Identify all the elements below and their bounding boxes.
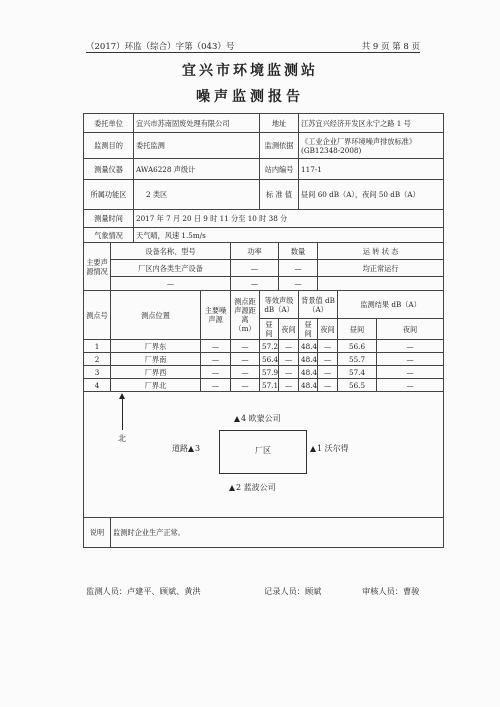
point-4-label: 4 欧蒙公司 — [234, 414, 281, 424]
point-pos: 厂界西 — [111, 366, 201, 379]
points-header — [84, 291, 444, 319]
standard-label: 标 准 值 — [260, 180, 299, 210]
address-value: 江苏宜兴经济开发区永宁之路 1 号 — [299, 114, 444, 133]
factory-label: 厂区 — [255, 446, 271, 455]
unit-value: 宜兴市苏南固废处理有限公司 — [134, 114, 260, 133]
row-purpose — [84, 133, 444, 159]
instrument-label: 测量仪器 — [84, 159, 134, 180]
basis-value: 《工业企业厂界环境噪声排放标准》(GB12348-2008) — [299, 133, 444, 159]
result-night: — — [377, 340, 444, 353]
station-no-label: 站内编号 — [260, 159, 299, 180]
day-label: 昼间 — [299, 319, 318, 340]
bg-night: — — [318, 379, 338, 392]
row-time — [84, 210, 444, 228]
sources-row — [84, 260, 444, 277]
source-status — [318, 277, 444, 291]
night-label: 夜间 — [318, 319, 338, 340]
row-instrument — [84, 159, 444, 180]
sources-col-name: 设备名称、型号 — [111, 243, 231, 260]
note-value: 监测时企业生产正常。 — [111, 518, 444, 548]
leq-night: — — [279, 379, 299, 392]
north-arrow-line — [122, 396, 123, 430]
result-day: 55.7 — [338, 353, 377, 366]
point-main: — — [201, 366, 231, 379]
page-info: 共 9 页 第 8 页 — [361, 42, 420, 52]
header-rule — [86, 52, 420, 53]
point-no: 3 — [84, 366, 111, 379]
document-number: （2017）环监（综合）字第（043）号 — [86, 42, 235, 52]
source-name: 厂区内各类生产设备 — [111, 260, 231, 277]
point-main: — — [201, 340, 231, 353]
bg-night: — — [318, 366, 338, 379]
result-night: — — [377, 379, 444, 392]
basis-label: 监测依据 — [260, 133, 299, 159]
instrument-value: AWA6228 声级计 — [134, 159, 260, 180]
point-dist: — — [231, 340, 260, 353]
points-col-no: 测点号 — [84, 291, 111, 340]
monitor-staff: 监测人员：卢建平、顾斌、黄洪 — [86, 586, 201, 596]
points-col-bg: 背景值 dB（A） — [299, 291, 338, 319]
bg-day: 48.4 — [299, 379, 318, 392]
source-count: — — [279, 260, 318, 277]
night-label: 夜间 — [279, 319, 299, 340]
row-zone — [84, 180, 444, 210]
note-row — [84, 518, 444, 548]
sources-col-count: 数量 — [279, 243, 318, 260]
purpose-label: 监测目的 — [84, 133, 134, 159]
unit-label: 委托单位 — [84, 114, 134, 133]
sources-header — [84, 243, 444, 260]
result-night: — — [377, 366, 444, 379]
table-row — [84, 353, 444, 366]
point-2-label: 2 蓝波公司 — [229, 483, 276, 493]
factory-area-box — [219, 430, 307, 474]
triangle-marker-icon — [188, 446, 194, 452]
point-no: 4 — [84, 379, 111, 392]
diagram-cell — [84, 392, 444, 518]
sources-col-power: 功率 — [231, 243, 279, 260]
north-label: 北 — [118, 434, 126, 443]
source-count: — — [279, 277, 318, 291]
reviewer-staff: 审核人员：曹骏 — [362, 586, 420, 596]
leq-night: — — [279, 340, 299, 353]
points-col-pos: 测点位置 — [111, 291, 201, 340]
station-no-value: 117-1 — [299, 159, 444, 180]
sources-row — [84, 277, 444, 291]
row-weather — [84, 228, 444, 243]
time-value: 2017 年 7 月 20 日 9 时 11 分至 10 时 38 分 — [134, 210, 444, 228]
address-label: 地址 — [260, 114, 299, 133]
source-power: — — [231, 277, 279, 291]
day-label: 昼间 — [338, 319, 377, 340]
bg-day: 48.4 — [299, 366, 318, 379]
table-row — [84, 379, 444, 392]
site-diagram — [84, 392, 443, 517]
point-pos: 厂界东 — [111, 340, 201, 353]
diagram-row — [84, 392, 444, 518]
leq-day: 57.1 — [260, 379, 279, 392]
point-dist: — — [231, 379, 260, 392]
leq-day: 56.4 — [260, 353, 279, 366]
point-main: — — [201, 353, 231, 366]
note-label: 说明 — [84, 518, 111, 548]
leq-day: 57.9 — [260, 366, 279, 379]
leq-night: — — [279, 353, 299, 366]
points-col-dist: 测点距声源距离（m） — [231, 291, 260, 340]
points-col-leq: 等效声级 dB（A） — [260, 291, 299, 319]
row-unit — [84, 114, 444, 133]
point-pos: 厂界南 — [111, 353, 201, 366]
point-no: 2 — [84, 353, 111, 366]
triangle-marker-icon — [234, 416, 240, 422]
result-day: 56.6 — [338, 340, 377, 353]
report-title: 噪声监测报告 — [196, 89, 304, 105]
report-table — [83, 113, 444, 548]
purpose-value: 委托监测 — [134, 133, 260, 159]
result-day: 56.5 — [338, 379, 377, 392]
bg-day: 48.4 — [299, 340, 318, 353]
triangle-marker-icon — [310, 446, 316, 452]
table-row — [84, 366, 444, 379]
leq-day: 57.2 — [260, 340, 279, 353]
night-label: 夜间 — [377, 319, 444, 340]
standard-value: 昼间 60 dB（A），夜间 50 dB（A） — [299, 180, 444, 210]
weather-value: 天气晴，风速 1.5m/s — [134, 228, 444, 243]
time-label: 测量时间 — [84, 210, 134, 228]
source-status: 均正常运行 — [318, 260, 444, 277]
point-no: 1 — [84, 340, 111, 353]
bg-night: — — [318, 340, 338, 353]
point-1-label: 1 沃尔得 — [310, 444, 349, 454]
table-row — [84, 340, 444, 353]
bg-day: 48.4 — [299, 353, 318, 366]
points-col-result: 监测结果 dB（A） — [338, 291, 444, 319]
source-name: — — [111, 277, 231, 291]
triangle-marker-icon — [229, 485, 235, 491]
point-pos: 厂界北 — [111, 379, 201, 392]
sources-col-status: 运 转 状 态 — [318, 243, 444, 260]
point-dist: — — [231, 353, 260, 366]
sources-label: 主要声源情况 — [84, 243, 111, 291]
result-night: — — [377, 353, 444, 366]
points-col-main: 主要噪声源 — [201, 291, 231, 340]
zone-value: 2 类区 — [134, 180, 260, 210]
point-3-label: 道路 3 — [172, 444, 201, 453]
recorder-staff: 记录人员：顾斌 — [264, 586, 322, 596]
source-power: — — [231, 260, 279, 277]
zone-label: 所属功能区 — [84, 180, 134, 210]
leq-night: — — [279, 366, 299, 379]
station-title: 宜兴市环境监测站 — [182, 63, 318, 79]
result-day: 57.4 — [338, 366, 377, 379]
day-label: 昼间 — [260, 319, 279, 340]
weather-label: 气象情况 — [84, 228, 134, 243]
point-dist: — — [231, 366, 260, 379]
point-main: — — [201, 379, 231, 392]
bg-night: — — [318, 353, 338, 366]
